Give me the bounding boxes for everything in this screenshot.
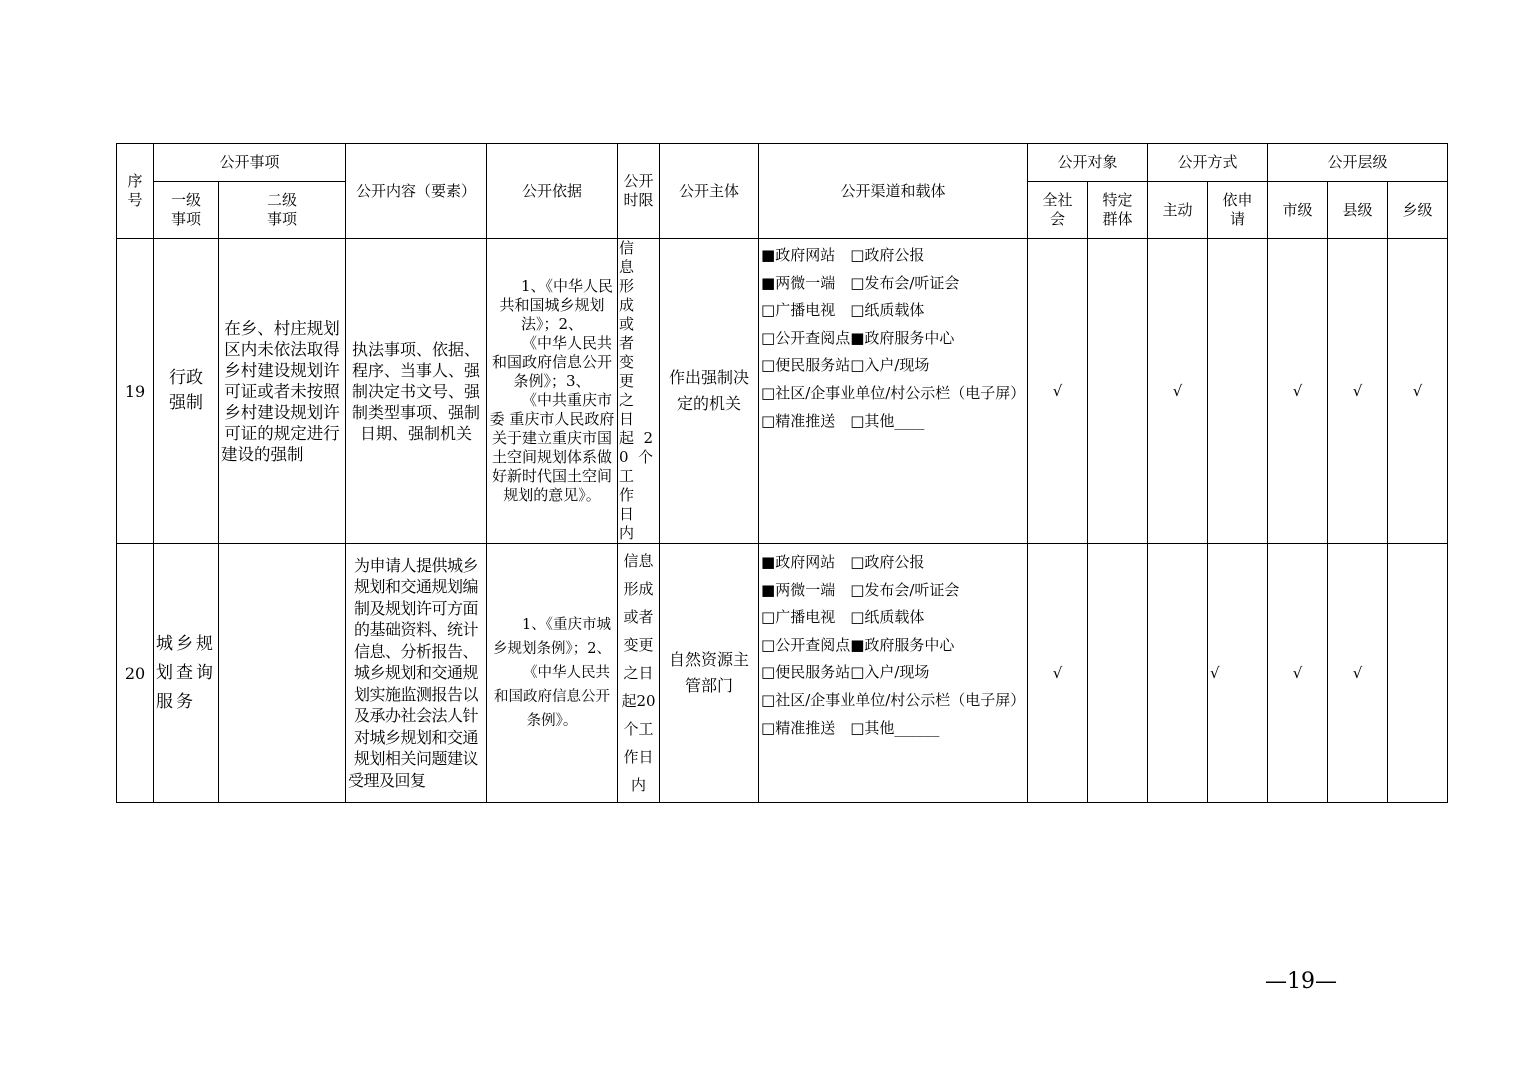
check-method-apply (1208, 239, 1268, 544)
channel-option: □公开查阅点■政府服务中心 (761, 635, 955, 654)
header-method: 公开方式 (1148, 144, 1268, 182)
check-level-town (1388, 544, 1448, 803)
header-period: 公开时限 (618, 144, 660, 239)
header-method-active: 主动 (1148, 182, 1208, 239)
row-subject: 自然资源主管部门 (660, 544, 759, 803)
check-level-city: √ (1268, 544, 1328, 803)
header-item-level2: 二级事项 (219, 182, 346, 239)
channel-option: ■两微一端 □发布会/听证会 (761, 580, 960, 599)
check-method-apply: √ (1208, 544, 1268, 803)
row-level2: 在乡、村庄规划区内未依法取得乡村建设规划许可证或者未按照乡村建设规划许可证的规定进行建设的强制 (219, 239, 346, 544)
row-content: 为申请人提供城乡规划和交通规划编制及规划许可方面的基础资料、统计信息、分析报告、城乡规划和交通规划实施监测报告以及承办社会法人针对城乡规划和交通规划相关问题建议受理及回复 (346, 544, 487, 803)
header-level-city: 市级 (1268, 182, 1328, 239)
channel-option: □精准推送 □其他____ (761, 411, 925, 430)
channel-option: □公开查阅点■政府服务中心 (761, 328, 955, 347)
row-content: 执法事项、依据、程序、当事人、强制决定书文号、强制类型事项、强制日期、强制机关 (346, 239, 487, 544)
header-level-town: 乡级 (1388, 182, 1448, 239)
row-period: 信息形成或者变更之日起20个工作日内 (618, 544, 660, 803)
check-level-county: √ (1328, 544, 1388, 803)
disclosure-table (116, 143, 1448, 803)
row-channels (759, 544, 1028, 803)
row-seq: 19 (117, 239, 154, 544)
header-target-specific: 特定群体 (1088, 182, 1148, 239)
table-row (117, 239, 1448, 544)
header-content: 公开内容（要素） (346, 144, 487, 239)
check-level-city: √ (1268, 239, 1328, 544)
table-row (117, 544, 1448, 803)
basis-item: 《中华人民共和国政府信息公开 条例》。 (494, 665, 611, 729)
header-method-apply: 依申请 (1208, 182, 1268, 239)
row-basis (487, 239, 618, 544)
header-basis: 公开依据 (487, 144, 618, 239)
channel-option: □便民服务站□入户/现场 (761, 356, 930, 375)
channel-option: ■两微一端 □发布会/听证会 (761, 273, 960, 292)
basis-item: 《中华人民共和国政府信息公开 条例》；3、 (492, 334, 613, 390)
row-level1: 行政强制 (154, 239, 219, 544)
basis-item: 《中共重庆市委 重庆市人民政府关于建立重庆市国土空间规划体系做好新时代国土空间规划的意见》。 (489, 391, 615, 504)
channel-option: ■政府网站 □政府公报 (761, 553, 925, 571)
header-target-all: 全社会 (1028, 182, 1088, 239)
check-target-specific (1088, 239, 1148, 544)
header-level-county: 县级 (1328, 182, 1388, 239)
channel-option: □社区/企事业单位/村公示栏（电子屏） (761, 690, 1026, 709)
header-subject: 公开主体 (660, 144, 759, 239)
check-target-specific (1088, 544, 1148, 803)
header-item-level1: 一级事项 (154, 182, 219, 239)
check-level-town: √ (1388, 239, 1448, 544)
page-number: —19— (1265, 969, 1337, 994)
basis-item: 1、《中华人民共和国城乡规划法》；2、 (499, 277, 614, 333)
header-seq: 序号 (117, 144, 154, 239)
row-level2 (219, 544, 346, 803)
check-method-active: √ (1148, 239, 1208, 544)
channel-option: □广播电视 □纸质载体 (761, 608, 925, 627)
header-item: 公开事项 (154, 144, 346, 182)
row-seq: 20 (117, 544, 154, 803)
check-target-all: √ (1028, 544, 1088, 803)
row-level1: 城乡规划查询服务 (154, 544, 219, 803)
check-target-all: √ (1028, 239, 1088, 544)
channel-option: ■政府网站 □政府公报 (761, 246, 925, 264)
row-subject: 作出强制决定的机关 (660, 239, 759, 544)
check-level-county: √ (1328, 239, 1388, 544)
channel-option: □广播电视 □纸质载体 (761, 301, 925, 320)
basis-item: 1、《重庆市城乡规划条例》；2、 (493, 617, 611, 657)
header-channel: 公开渠道和载体 (759, 144, 1028, 239)
channel-option: □精准推送 □其他______ (761, 718, 940, 737)
header-level: 公开层级 (1268, 144, 1448, 182)
row-period: 信息形成或者变更之日起20个工作日内 (619, 239, 659, 542)
row-channels (759, 239, 1028, 544)
channel-option: □社区/企事业单位/村公示栏（电子屏） (761, 383, 1026, 402)
row-basis (487, 544, 618, 803)
header-row-1 (117, 144, 1448, 182)
channel-option: □便民服务站□入户/现场 (761, 663, 930, 682)
header-target: 公开对象 (1028, 144, 1148, 182)
check-method-active (1148, 544, 1208, 803)
